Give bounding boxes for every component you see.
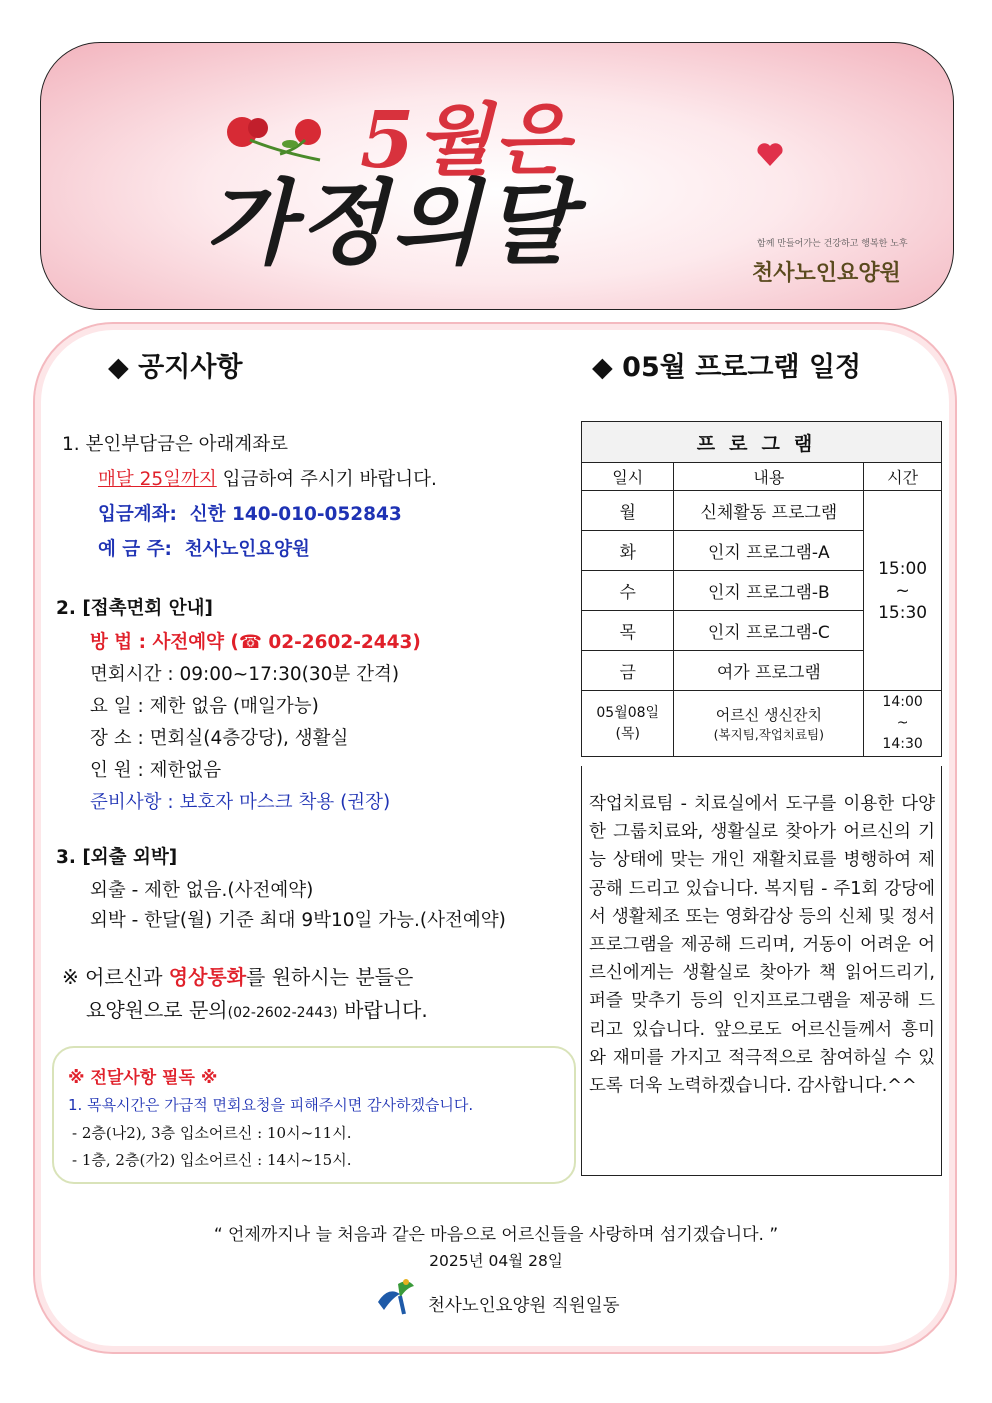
row-content: 인지 프로그램-A bbox=[674, 531, 864, 571]
video-call-phone: (02-2602-2443) bbox=[227, 1005, 338, 1021]
account-line bbox=[98, 500, 402, 526]
special-content: 어르신 생신잔치 (복지팀,작업치료팀) bbox=[674, 691, 864, 757]
table-row bbox=[582, 491, 942, 531]
col-header-day: 일시 bbox=[582, 463, 674, 491]
visit-method: 방 법 : 사전예약 (☎ 02-2602-2443) bbox=[90, 632, 421, 653]
row-day: 화 bbox=[582, 531, 674, 571]
row-day: 월 bbox=[582, 491, 674, 531]
visit-people: 인 원 : 제한없음 bbox=[90, 760, 222, 781]
payment-instruction: 입금하여 주시기 바랍니다. bbox=[216, 469, 437, 490]
holder-value: 천사노인요양원 bbox=[184, 539, 310, 560]
row-content: 인지 프로그램-C bbox=[674, 611, 864, 651]
special-date: 05월08일 (목) bbox=[582, 691, 674, 757]
visit-place: 장 소 : 면회실(4층강당), 생활실 bbox=[90, 728, 349, 749]
footer-date: 2025년 04월 28일 bbox=[429, 1252, 563, 1270]
schedule-table-title: 프로그램 bbox=[582, 422, 942, 463]
notice-item1-line1: 1. 본인부담금은 아래계좌로 bbox=[62, 434, 288, 455]
visit-prep: 준비사항 : 보호자 마스크 착용 (권장) bbox=[90, 792, 391, 813]
heart-icon bbox=[755, 140, 785, 168]
col-header-time: 시간 bbox=[864, 463, 942, 491]
outing-rule: 외출 - 제한 없음.(사전예약) bbox=[90, 880, 314, 901]
overnight-rule: 외박 - 한달(월) 기준 최대 9박10일 가능.(사전예약) bbox=[90, 910, 506, 931]
special-event-row bbox=[582, 691, 942, 757]
video-call-highlight: 영상통화 bbox=[168, 965, 247, 989]
special-time: 14:00 ~ 14:30 bbox=[864, 691, 942, 757]
banner-title-line2: 가정의달 bbox=[205, 169, 577, 277]
notice-box-title: ※ 전달사항 필독 ※ bbox=[68, 1068, 218, 1088]
row-content: 여가 프로그램 bbox=[674, 651, 864, 691]
video-call-line2: 요양원으로 문의(02-2602-2443) 바랍니다. bbox=[86, 998, 428, 1022]
notice-box-line2: - 2층(나2), 3층 입소어르신 : 10시~11시. bbox=[72, 1124, 352, 1142]
notice-item3-title: 3. [외출 외박] bbox=[56, 847, 178, 868]
notice-heading: ◆ 공지사항 bbox=[108, 352, 243, 383]
account-value: 신한 140-010-052843 bbox=[189, 504, 402, 525]
schedule-heading: ◆ 05월 프로그램 일정 bbox=[592, 352, 862, 383]
row-day: 금 bbox=[582, 651, 674, 691]
col-header-content: 내용 bbox=[674, 463, 864, 491]
video-call-line1: ※ 어르신과 영상통화를 원하시는 분들은 bbox=[62, 965, 414, 989]
row-content: 신체활동 프로그램 bbox=[674, 491, 864, 531]
holder-label: 예 금 주: bbox=[98, 539, 172, 560]
notice-box-line3: - 1층, 2층(가2) 입소어르신 : 14시~15시. bbox=[72, 1151, 352, 1169]
holder-line bbox=[98, 535, 310, 561]
banner-title-line1: 5월은 bbox=[360, 95, 571, 186]
visit-time: 면회시간 : 09:00~17:30(30분 간격) bbox=[90, 664, 400, 685]
footer-quote: “ 언제까지나 늘 처음과 같은 마음으로 어르신들을 사랑하며 섬기겠습니다. ” bbox=[213, 1225, 779, 1245]
schedule-table bbox=[581, 421, 942, 757]
notice-item2-title: 2. [접촉면회 안내] bbox=[56, 598, 213, 619]
regular-time: 15:00 ~ 15:30 bbox=[864, 491, 942, 691]
notice-box-line1: 1. 목욕시간은 가급적 면회요청을 피해주시면 감사하겠습니다. bbox=[68, 1096, 474, 1114]
row-day: 수 bbox=[582, 571, 674, 611]
footer-signature: 천사노인요양원 직원일동 bbox=[428, 1296, 620, 1316]
visit-day: 요 일 : 제한 없음 (매일가능) bbox=[90, 696, 319, 717]
row-content: 인지 프로그램-B bbox=[674, 571, 864, 611]
row-day: 목 bbox=[582, 611, 674, 651]
banner-slogan: 함께 만들어가는 건강하고 행복한 노후 bbox=[757, 239, 908, 249]
payment-due-date: 매달 25일까지 bbox=[98, 469, 217, 490]
account-label: 입금계좌: bbox=[98, 504, 177, 525]
schedule-description: 작업치료팀 - 치료실에서 도구를 이용한 다양한 그룹치료와, 생활실로 찾아가 어르신의 기능 상태에 맞는 개인 재활치료를 병행하여 제공해 드리고 있습니다. 복지팀 - 주1회 강당에서 생활체조 또는 영화감상 등의 신체 및 정서프로그램을 제공해 드리며, 거동이 어려운 어르신에게는 생활실로 찾아가 책 읽어드리기, 퍼즐 맞추기 등의 인지프로그램을 제공해 드리고 있습니다. 앞으로도 어르신들께서 흥미와 재미를 가지고 적극적으로 참여하실 수 있도록 더욱 노력하겠습니다. 감사합니다.^^ bbox=[589, 794, 935, 1097]
org-logo-icon bbox=[374, 1276, 420, 1316]
banner-org-name: 천사노인요양원 bbox=[752, 261, 901, 286]
notice-item1-line2 bbox=[98, 465, 437, 491]
